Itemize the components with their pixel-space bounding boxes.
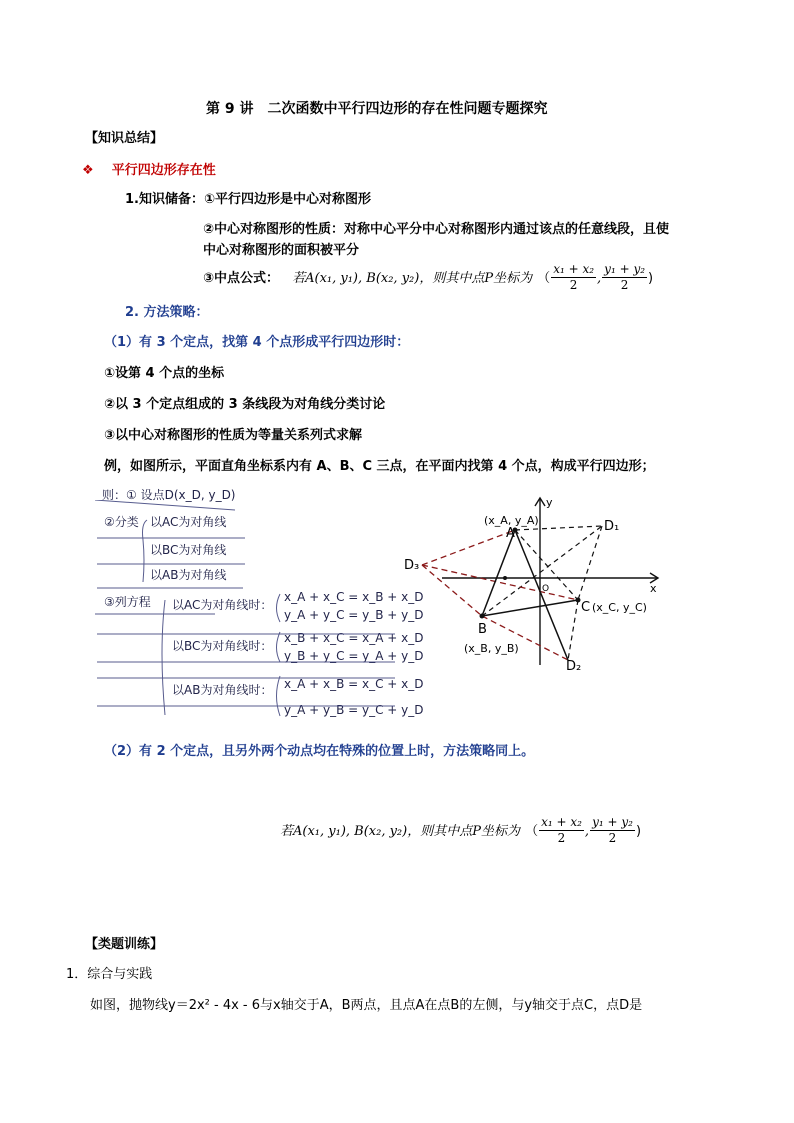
hw-eq-bc-label: 以BC为对角线时： (172, 639, 273, 653)
midpoint-label: ③中点公式： (203, 271, 280, 286)
hw-equation-label: ③列方程 (104, 595, 151, 609)
hw-line1: 则：① 设点D(x_D, y_D) (102, 488, 236, 502)
hw-eq-bc-2: y_B + y_C = y_A + y_D (284, 649, 424, 663)
step-2: ②以 3 个定点组成的 3 条线段为对角线分类讨论 (104, 397, 386, 412)
hw-classify-bc: 以BC为对角线 (150, 543, 227, 557)
label-d1: D₁ (604, 519, 620, 534)
q1-title: 1．综合与实践 (66, 967, 153, 982)
diamond-bullet-icon: ❖ (82, 163, 94, 178)
item1-a: ①平行四边形是中心对称图形 (203, 192, 371, 207)
item1-label: 1.知识储备： (125, 192, 204, 207)
practice-heading: 【类题训练】 (85, 937, 164, 952)
hw-classify-label: ②分类 (104, 515, 139, 529)
paren-open: （ (537, 271, 551, 286)
method-1: （1）有 3 个定点，找第 4 个点形成平行四边形时： (104, 335, 410, 350)
fraction-x-repeat: $\frac{\text{x₁ + x₂}}{2}$ (541, 815, 582, 845)
dashed-red-lines (422, 530, 578, 660)
midpoint-formula-repeat-row: 若A(x₁, y₁), B(x₂, y₂)，则其中点P坐标为 （ $\frac{\text{x₁ + x₂}}{2}$ , $\frac{\text{y₁ + y₂}}{2}$ ) (280, 815, 642, 845)
label-d3: D₃ (404, 558, 420, 573)
midpoint-formula-repeat: 若A(x₁, y₁), B(x₂, y₂)，则其中点P坐标为 (280, 824, 520, 839)
parallelogram-diagram (400, 490, 670, 675)
hw-classify-ac: 以AC为对角线 (150, 515, 227, 529)
hw-eq-ac-label: 以AC为对角线时： (172, 598, 273, 612)
fraction-y-repeat: $\frac{\text{y₁ + y₂}}{2}$ (592, 815, 633, 845)
label-a-coord: (x_A, y_A) (484, 514, 539, 527)
example-text: 例，如图所示，平面直角坐标系内有 A、B、C 三点，在平面内找第 4 个点，构成平行四边形； (104, 459, 655, 474)
hw-eq-ac-1: x_A + x_C = x_B + x_D (284, 590, 424, 604)
paren-close: ) (648, 271, 654, 286)
page-title: 第 9 讲 二次函数中平行四边形的存在性问题专题探究 (206, 101, 548, 117)
label-c: C (581, 600, 591, 615)
knowledge-heading: 【知识总结】 (85, 131, 164, 146)
item1-b-line2: 中心对称图形的面积被平分 (203, 243, 360, 258)
label-a: A (506, 526, 515, 541)
hw-classify-ab: 以AB为对角线 (150, 568, 227, 582)
step-1: ①设第 4 个点的坐标 (104, 366, 225, 381)
midpoint-formula-row: ③中点公式： 若A(x₁, y₁), B(x₂, y₂)，则其中点P坐标为 （ $\frac{\text{x₁ + x₂}}{2}$ , $\frac{\text{y₁ + y₂}}{2}$ ) (203, 262, 654, 292)
hw-eq-bc-1: x_B + x_C = x_A + x_D (284, 631, 424, 645)
label-c-coord: (x_C, y_C) (592, 601, 647, 614)
bullet-row (82, 159, 216, 178)
bullet-heading: 平行四边形存在性 (111, 163, 216, 178)
hw-eq-ab-2: y_A + y_B = y_C + y_D (284, 703, 424, 717)
label-y: y (546, 496, 553, 509)
hw-guide-lines (95, 500, 395, 725)
label-o: O (542, 584, 550, 594)
hw-eq-ab-1: x_A + x_B = x_C + x_D (284, 677, 424, 691)
label-x: x (650, 582, 657, 595)
q1-text: 如图，抛物线y＝2x² - 4x - 6与x轴交于A，B两点，且点A在点B的左侧，与y轴交于点C，点D是 (90, 998, 643, 1013)
coordinate-axes (442, 498, 658, 665)
method-2: （2）有 2 个定点，且另外两个动点均在特殊的位置上时，方法策略同上。 (104, 744, 535, 759)
item1-b-line1: ②中心对称图形的性质：对称中心平分中心对称图形内通过该点的任意线段，且使 (203, 222, 670, 237)
hw-eq-ab-label: 以AB为对角线时： (172, 683, 273, 697)
hw-eq-ac-2: y_A + y_C = y_B + y_D (284, 608, 424, 622)
method-heading: 2. 方法策略： (125, 305, 209, 320)
label-b-coord: (x_B, y_B) (464, 642, 519, 655)
item1-row (125, 188, 371, 207)
fraction-x: $\frac{\text{x₁ + x₂}}{2}$ (553, 262, 595, 292)
fraction-y: $\frac{\text{y₁ + y₂}}{2}$ (604, 262, 646, 292)
label-b: B (478, 622, 487, 637)
step-3: ③以中心对称图形的性质为等量关系列式求解 (104, 428, 363, 443)
points (480, 528, 581, 619)
label-d2: D₂ (566, 659, 582, 674)
midpoint-formula: 若A(x₁, y₁), B(x₂, y₂)，则其中点P坐标为 (292, 271, 533, 286)
